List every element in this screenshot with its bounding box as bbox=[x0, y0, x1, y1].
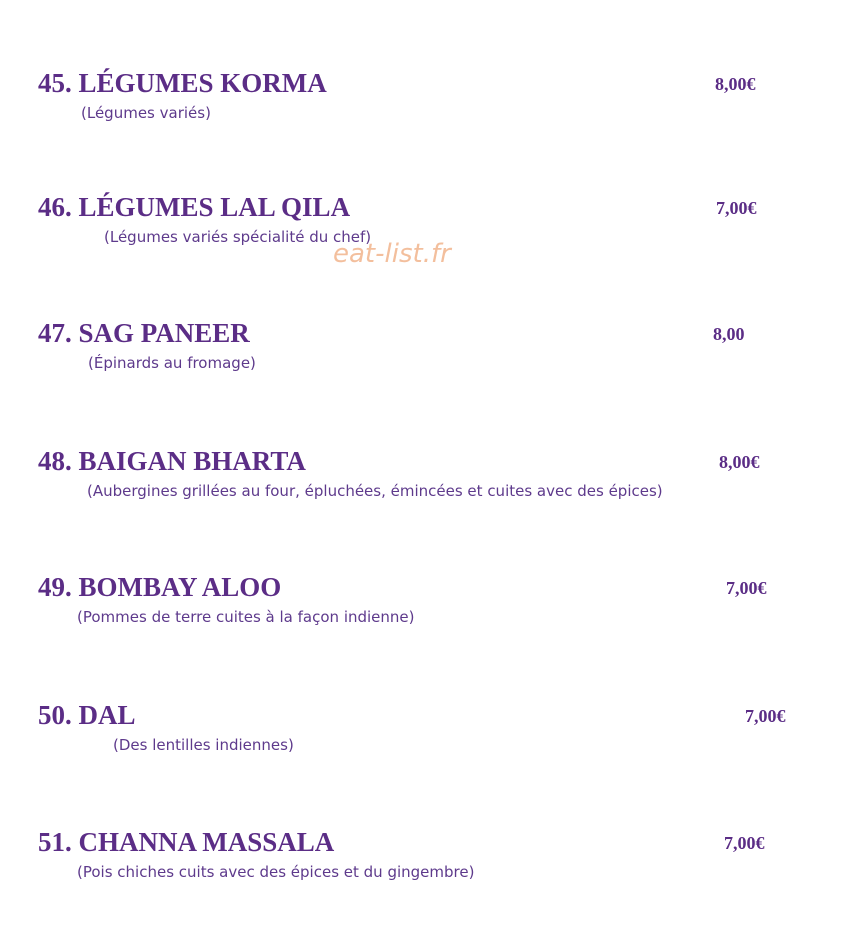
item-name: 51. CHANNA MASSALA bbox=[38, 827, 335, 857]
item-name: 46. LÉGUMES LAL QILA bbox=[38, 192, 351, 222]
item-name: 45. LÉGUMES KORMA bbox=[38, 68, 327, 98]
item-description: (Épinards au fromage) bbox=[88, 354, 256, 372]
item-price: 8,00€ bbox=[715, 74, 756, 94]
item-name: 49. BOMBAY ALOO bbox=[38, 572, 282, 602]
item-price: 7,00€ bbox=[745, 706, 786, 726]
item-price: 7,00€ bbox=[726, 578, 767, 598]
item-name: 48. BAIGAN BHARTA bbox=[38, 446, 306, 476]
item-description: (Des lentilles indiennes) bbox=[113, 736, 294, 754]
item-description: (Pois chiches cuits avec des épices et du gingembre) bbox=[77, 863, 475, 881]
item-price: 7,00€ bbox=[716, 198, 757, 218]
item-description: (Légumes variés) bbox=[81, 104, 211, 122]
item-price: 8,00€ bbox=[719, 452, 760, 472]
item-price: 7,00€ bbox=[724, 833, 765, 853]
item-name: 50. DAL bbox=[38, 700, 136, 730]
item-description: (Aubergines grillées au four, épluchées, émincées et cuites avec des épices) bbox=[87, 482, 663, 500]
item-name: 47. SAG PANEER bbox=[38, 318, 250, 348]
item-description: (Pommes de terre cuites à la façon indienne) bbox=[77, 608, 415, 626]
item-price: 8,00 bbox=[713, 324, 745, 344]
item-description: (Légumes variés spécialité du chef) bbox=[104, 228, 372, 246]
watermark: eat-list.fr bbox=[333, 239, 451, 269]
